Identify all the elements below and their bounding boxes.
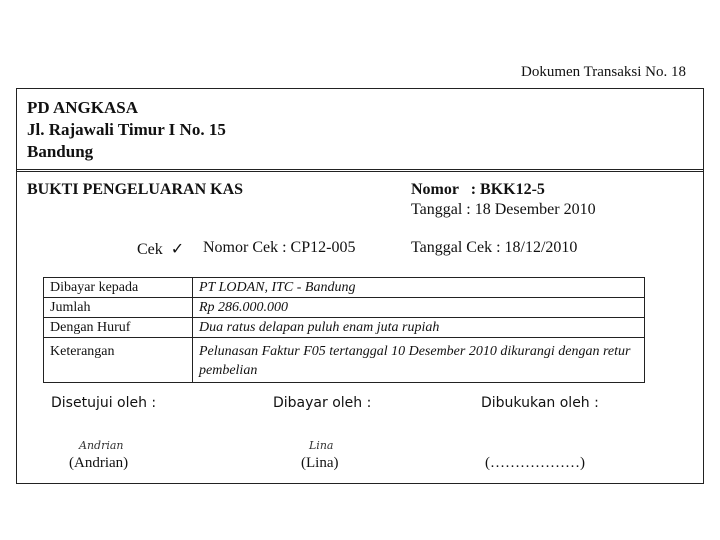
table-row — [44, 278, 645, 298]
approved-name: (Andrian) — [69, 455, 129, 471]
voucher-date: Tanggal : 18 Desember 2010 — [411, 201, 596, 218]
check-number: Nomor Cek : CP12-005 — [203, 239, 356, 256]
company-city: Bandung — [27, 142, 94, 161]
voucher-title: BUKTI PENGELUARAN KAS — [27, 181, 244, 198]
paid-signature: Lina — [309, 439, 334, 452]
approved-signature: Andrian — [79, 439, 124, 452]
approved-by-label: Disetujui oleh : — [51, 395, 157, 411]
row-label: Dibayar kepada — [44, 278, 193, 298]
cash-voucher — [16, 88, 704, 484]
check-date: Tanggal Cek : 18/12/2010 — [411, 239, 578, 256]
document-number: Dokumen Transaksi No. 18 — [520, 64, 686, 80]
row-label: Keterangan — [44, 338, 193, 383]
row-label: Dengan Huruf — [44, 318, 193, 338]
row-value: PT LODAN, ITC - Bandung — [193, 278, 645, 298]
company-name: PD ANGKASA — [27, 98, 138, 117]
row-label: Jumlah — [44, 298, 193, 318]
table-row — [44, 338, 645, 383]
booked-by-label: Dibukukan oleh : — [481, 395, 599, 411]
company-header — [27, 97, 226, 163]
company-address: Jl. Rajawali Timur I No. 15 — [27, 120, 226, 139]
paid-name: (Lina) — [301, 455, 339, 471]
row-value: Rp 286.000.000 — [193, 298, 645, 318]
booked-name: (………………) — [485, 455, 585, 471]
row-value: Dua ratus delapan puluh enam juta rupiah — [193, 318, 645, 338]
details-table — [43, 277, 645, 383]
divider — [17, 169, 703, 172]
paid-by-label: Dibayar oleh : — [273, 395, 372, 411]
table-row — [44, 318, 645, 338]
voucher-number: Nomor : BKK12-5 — [411, 181, 545, 198]
table-row — [44, 298, 645, 318]
row-value: Pelunasan Faktur F05 tertanggal 10 Desember 2010 dikurangi dengan retur pembelian — [193, 338, 645, 383]
check-marker: Cek ✓ — [137, 241, 185, 258]
